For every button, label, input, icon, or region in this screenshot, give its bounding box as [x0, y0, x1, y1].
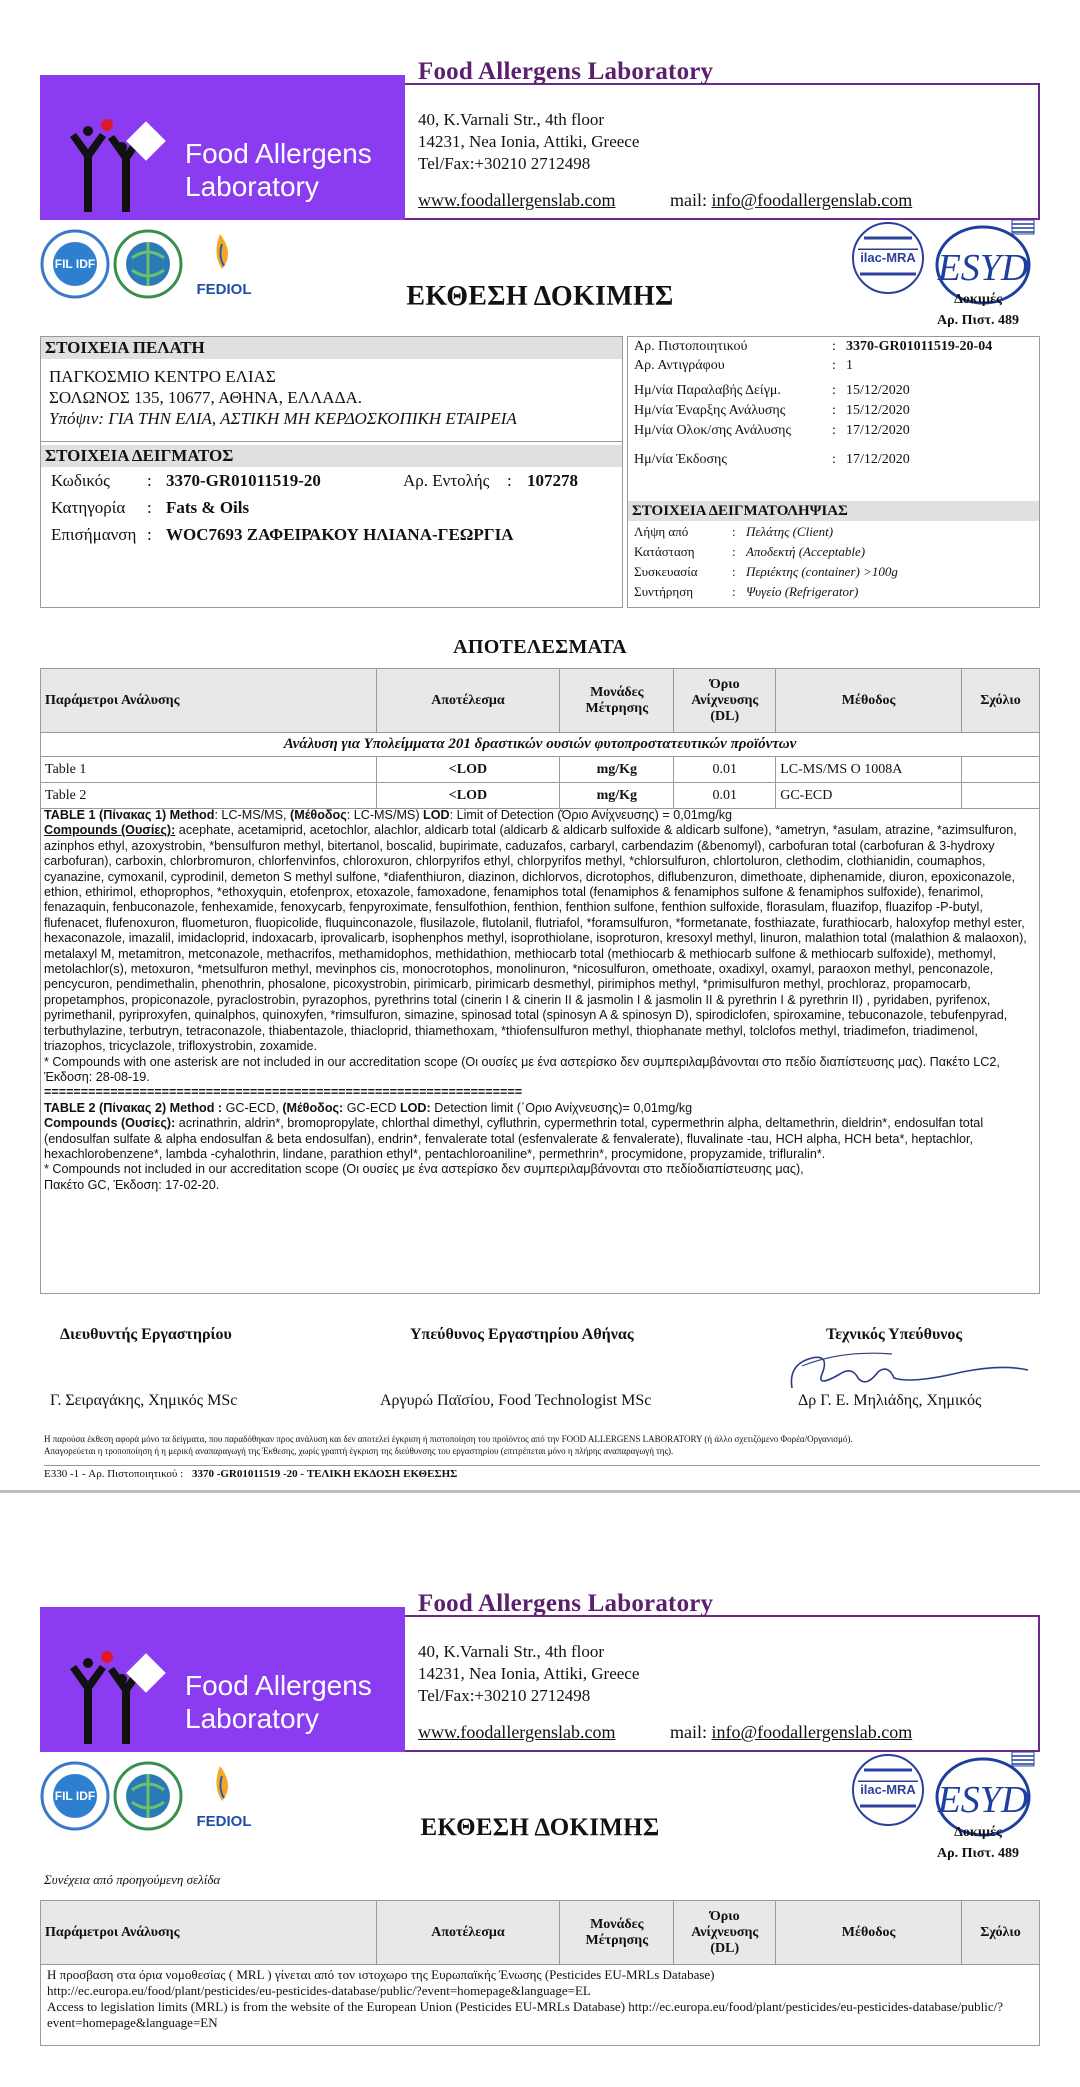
col-param: Παράμετροι Ανάλυσης	[41, 669, 377, 733]
mrl-link-el[interactable]: http://ec.europa.eu/food/plant/pesticides/eu-pesticides-database/public/?event=homepage&language=EL	[47, 1983, 591, 1998]
footer-left: E330 -1 - Αρ. Πιστοποιητικού :	[44, 1468, 184, 1480]
sampling-value-0: Πελάτης (Client)	[746, 524, 834, 539]
group-title: Ανάλυση για Υπολείμματα 201 δραστικών ουσιών φυτοπροστατευτικών προϊόντων	[41, 733, 1040, 757]
row-dl: 0.01	[674, 783, 776, 809]
client-attention: Υπόψιν: ΓΙΑ ΤΗΝ ΕΛΙΑ, ΑΣΤΙΚΗ ΜΗ ΚΕΡΔΟΣΚΟΠΙΚΗ ΕΤΑΙΡΕΙΑ	[49, 409, 517, 428]
cert-label-0: Αρ. Πιστοποιητικού	[634, 339, 748, 354]
table2-method: TABLE 2 (Πίνακας 2) Method : GC-ECD, (Μέθοδος: GC-ECD LOD: Detection limit (΄Οριο Ανίχνευσης)= 0,01mg/kg	[44, 1100, 693, 1115]
logo-line-2: Laboratory	[185, 171, 319, 202]
order-label: Αρ. Εντολής	[403, 471, 490, 490]
website-link[interactable]	[418, 1722, 615, 1743]
col-result: Αποτέλεσμα	[376, 669, 560, 733]
mail-link[interactable]: info@foodallergenslab.com	[711, 1722, 913, 1742]
page-separator	[0, 1490, 1080, 1528]
website-link[interactable]	[418, 190, 615, 211]
client-section-title: ΣΤΟΙΧΕΙΑ ΠΕΛΑΤΗ	[41, 337, 622, 359]
logo-wordmark	[185, 1669, 372, 1735]
page-footer	[44, 1465, 1040, 1480]
disclaimer-line-1: Η παρούσα έκθεση αφορά μόνο τα δείγματα, που παραδόθηκαν προς ανάλυση και δεν αποτελεί έγκριση ή πιστοποίηση του προϊόντος από την FOOD ALLERGENS LABORATORY (ή άλλο σχετιζόμενο Φορέα/Οργανισμό).	[44, 1434, 853, 1444]
row-param: Table 2	[41, 783, 377, 809]
svg-text:ilac-MRA: ilac-MRA	[860, 250, 916, 265]
director-title: Διευθυντής Εργαστηρίου	[60, 1326, 232, 1343]
table2-footnote: * Compounds not included in our accreditation scope (Οι ουσίες με ένα αστερίσκο δεν συμπεριλαμβάνονται στο πεδίοδιαπίστευσης μας),	[44, 1162, 804, 1177]
accreditation-label: Δοκιμές	[954, 292, 1002, 307]
col-comment: Σχόλιο	[962, 1901, 1040, 1965]
phone: Tel/Fax:+30210 2712498	[418, 1686, 591, 1705]
cert-value-5: 17/12/2020	[846, 452, 910, 467]
marking-value: WOC7693 ΖΑΦΕΙΡΑΚΟΥ ΗΛΙΑΝΑ-ΓΕΩΡΓΙΑ	[166, 525, 514, 544]
disclaimer	[44, 1433, 1044, 1457]
category-label: Κατηγορία	[51, 498, 126, 517]
lab-name: Food Allergens Laboratory	[418, 58, 714, 85]
athens-name: Αργυρώ Παϊσίου, Food Technologist MSc	[380, 1392, 652, 1409]
svg-text:ESYD: ESYD	[937, 247, 1029, 289]
sample-code-label: Κωδικός	[51, 471, 110, 490]
category-value: Fats & Oils	[166, 498, 250, 517]
sampling-label-2: Συσκευασία	[634, 564, 698, 579]
report-title: ΕΚΘΕΣΗ ΔΟΚΙΜΗΣ	[406, 281, 674, 312]
mail-label: mail:	[670, 190, 707, 210]
sampling-label-3: Συντήρηση	[634, 584, 693, 599]
col-dl: Όριο Ανίχνευσης (DL)	[674, 669, 776, 733]
cert-label-1: Αρ. Αντιγράφου	[634, 358, 725, 373]
address-line-2: 14231, Nea Ionia, Attiki, Greece	[418, 132, 640, 151]
mrl-line-1: Η προσβαση στα όρια νομοθεσίας ( MRL ) γίνεται από τον ιστοχωρο της Ευρωπαϊκής Ένωσης (Pesticides EU-MRLs Database)	[47, 1967, 715, 1982]
svg-text:FIL IDF: FIL IDF	[54, 257, 96, 271]
phone: Tel/Fax:+30210 2712498	[418, 154, 591, 173]
col-method: Μέθοδος	[776, 669, 962, 733]
marking-label: Επισήμανση	[51, 525, 137, 544]
website-text: www.foodallergenslab.com	[418, 1722, 616, 1742]
cert-value-4: 17/12/2020	[846, 423, 910, 438]
accreditation-number: Αρ. Πιστ. 489	[937, 1846, 1019, 1861]
cert-label-5: Ημ/νία Έκδοσης	[634, 452, 727, 467]
row-result: <LOD	[376, 757, 560, 783]
cert-label-3: Ημ/νία Έναρξης Ανάλυσης	[634, 403, 786, 418]
mail-label: mail:	[670, 1722, 707, 1742]
certificate-box: Αρ. Πιστοποιητικού : 3370-GR01011519-20-04 Αρ. Αντιγράφου : 1 Ημ/νία Παραλαβής Δείγμ. : 15/12/2020 Ημ/νία Έναρξης Ανάλυσης : 15/12/2020 Ημ/νία Ολοκ/σης Ανάλυσης : 17/12/2020 Ημ/νία Έκδοσης : 17/12/2020 ΣΤΟΙΧΕΙΑ ΔΕΙΓΜΑΤΟΛΗΨΙΑΣ Λήψη από : Πελάτης (Client) Κατάσταση : Αποδεκτή (Acceptable) Συσκευασία : Περιέκτης (container) >100g Συντήρηση : Ψυγείο (Refrigerator)	[627, 336, 1040, 608]
sampling-section-title: ΣΤΟΙΧΕΙΑ ΔΕΙΓΜΑΤΟΛΗΨΙΑΣ	[628, 501, 1039, 521]
col-units: Μονάδες Μέτρησης	[560, 1901, 674, 1965]
mrl-line-en[interactable]: Access to legislation limits (MRL) is from the website of the European Union (Pesticides EU-MRLs Database) http://ec.europa.eu/food/plant/pesticides/eu-pesticides-database/public/?event=homepage&language=EN	[47, 1999, 1003, 2030]
cert-value-0: 3370-GR01011519-20-04	[846, 339, 993, 354]
method-notes	[44, 808, 1038, 1193]
col-result: Αποτέλεσμα	[376, 1901, 560, 1965]
letterhead	[40, 1590, 1040, 1752]
order-number: 107278	[527, 471, 578, 490]
col-units: Μονάδες Μέτρησης	[560, 669, 674, 733]
svg-text:ESYD: ESYD	[937, 1779, 1029, 1821]
logo-line-1: Food Allergens	[185, 1670, 372, 1701]
sampling-value-3: Ψυγείο (Refrigerator)	[746, 584, 859, 599]
report-page-2	[0, 1528, 1080, 2087]
logo-line-2: Laboratory	[185, 1703, 319, 1734]
lab-logo-icon	[62, 1649, 172, 1749]
director-name: Γ. Σειραγάκης, Χημικός MSc	[50, 1392, 238, 1409]
cert-label-2: Ημ/νία Παραλαβής Δείγμ.	[634, 383, 781, 398]
athens-title: Υπεύθυνος Εργαστηρίου Αθήνας	[410, 1326, 634, 1343]
svg-text:FIL IDF: FIL IDF	[54, 1789, 96, 1803]
address-line-2: 14231, Nea Ionia, Attiki, Greece	[418, 1664, 640, 1683]
row-comment	[962, 783, 1040, 809]
separator: =================================================================	[44, 1085, 523, 1100]
logo-panel	[40, 1607, 405, 1752]
row-units: mg/Kg	[560, 757, 674, 783]
svg-text:ilac-MRA: ilac-MRA	[860, 1782, 916, 1797]
mrl-note	[41, 1965, 1040, 2046]
lab-name: Food Allergens Laboratory	[418, 1590, 714, 1617]
continued-note: Συνέχεια από προηγούμενη σελίδα	[44, 1872, 221, 1887]
sampling-value-2: Περιέκτης (container) >100g	[746, 564, 898, 579]
address-line-1: 40, K.Varnali Str., 4th floor	[418, 1642, 605, 1661]
accreditation-label: Δοκιμές	[954, 1825, 1002, 1840]
disclaimer-line-2: Απαγορεύεται η τροποποίηση ή η μερική αναπαραγωγή της Έκθεσης, χωρίς γραπτή έγκριση της διεύθυνσης του εργαστηρίου (επιτρέπεται μόνο η πλήρης αναπαραγωγή της).	[44, 1446, 674, 1456]
client-address: ΣΟΛΩΝΟΣ 135, 10677, ΑΘΗΝΑ, ΕΛΛΑΔΑ.	[49, 388, 363, 407]
row-method: LC-MS/MS O 1008A	[776, 757, 962, 783]
table2-compounds: Compounds (Ουσίες): acrinathrin, aldrin*, bromopropylate, chlorthal dimethyl, cyfluthrin, cypermethrin total, cypermethrin alpha, deltamethrin, dieldrin*, endosulfan total (endosulfan sulfate & alpha endosulfan & beta endosulfan), endrin*, fenvalerate total (esfenvalerate & fenvalerate), fluvalinate -tau, HCH alpha, HCH beta*, heptachlor, hexachlorobenzene*, lambda -cyhalothrin, lindane, parathion ethyl*, pentachloroaniline*, permethrin*, procymidone, propyzamide, trifluralin*.	[44, 1116, 984, 1161]
results-table-continued	[40, 1900, 1040, 2046]
report-title: ΕΚΘΕΣΗ ΔΟΚΙΜΗΣ	[420, 1814, 660, 1841]
client-sample-box: ΣΤΟΙΧΕΙΑ ΠΕΛΑΤΗ ΠΑΓΚΟΣΜΙΟ ΚΕΝΤΡΟ ΕΛΙΑΣ ΣΟΛΩΝΟΣ 135, 10677, ΑΘΗΝΑ, ΕΛΛΑΔΑ. Υπόψιν: ΓΙΑ ΤΗΝ ΕΛΙΑ, ΑΣΤΙΚΗ ΜΗ ΚΕΡΔΟΣΚΟΠΙΚΗ ΕΤΑΙΡΕΙΑ ΣΤΟΙΧΕΙΑ ΔΕΙΓΜΑΤΟΣ Κωδικός : 3370-GR01011519-20 Αρ. Εντολής : 107278 Κατηγορία : Fats & Oils Επισήμανση : WOC7693 ΖΑΦΕΙΡΑΚΟΥ ΗΛΙΑΝΑ-ΓΕΩΡΓΙΑ	[40, 336, 623, 608]
letterhead	[40, 58, 1040, 220]
cert-value-3: 15/12/2020	[846, 403, 910, 418]
svg-text:FEDIOL: FEDIOL	[196, 281, 252, 298]
table1-method: TABLE 1 (Πίνακας 1) Method: LC-MS/MS, (Μέθοδος: LC-MS/MS) LOD: Limit of Detection (Όριο Ανίχνευσης) = 0,01mg/kg	[44, 808, 733, 822]
sample-code: 3370-GR01011519-20	[166, 471, 321, 490]
results-table	[40, 668, 1040, 809]
table-row	[41, 757, 1040, 783]
footer-right: 3370 -GR01011519 -20 - ΤΕΛΙΚΗ ΕΚΔΟΣΗ ΕΚΘΕΣΗΣ	[191, 1468, 458, 1480]
address-line-1: 40, K.Varnali Str., 4th floor	[418, 110, 605, 129]
cert-label-4: Ημ/νία Ολοκ/σης Ανάλυσης	[634, 423, 792, 438]
row-param: Table 1	[41, 757, 377, 783]
cert-value-1: 1	[846, 358, 853, 373]
accreditation-number: Αρ. Πιστ. 489	[937, 313, 1019, 328]
results-title: ΑΠΟΤΕΛΕΣΜΑΤΑ	[453, 636, 627, 658]
sample-section-title: ΣΤΟΙΧΕΙΑ ΔΕΙΓΜΑΤΟΣ	[41, 445, 622, 467]
table-row	[41, 783, 1040, 809]
sampling-label-1: Κατάσταση	[634, 544, 695, 559]
logo-wordmark	[185, 137, 372, 203]
tech-name: Δρ Γ. Ε. Μηλιάδης, Χημικός	[798, 1392, 982, 1409]
row-method: GC-ECD	[776, 783, 962, 809]
col-param: Παράμετροι Ανάλυσης	[41, 1901, 377, 1965]
svg-text:FEDIOL: FEDIOL	[196, 1813, 252, 1830]
mail-line	[670, 190, 912, 211]
sampling-value-1: Αποδεκτή (Acceptable)	[746, 544, 866, 559]
mail-line	[670, 1722, 912, 1743]
table2-package: Πακέτο GC, Έκδοση: 17-02-20.	[44, 1177, 220, 1192]
table1-compounds: Compounds (Ουσίες): acephate, acetamiprid, acetochlor, alachlor, aldicarb total (aldicarb & aldicarb sulfoxide & aldicarb sulfone), *ametryn, *asulam, atrazine, *azimsulfuron, azinphos ethyl, azoxystrobin, *bensulfuron methyl, bitertanol, boscalid, bupirimate, caduzafos, carbaryl, carbendazim (&benomyl), carbofuran total (carbofuran & 3-hydroxy carbofuran), carboxin, chlorbromuron, chlorfenvinfos, chloroxuron, chlorpyrifos ethyl, chlorpyrifos methyl, *chlorsulfuron, chlortoluron, clethodim, clothianidin, coumaphos, cyanazine, cymoxanil, cyprodinil, demeton S methyl sulfone, *diafenthiuron, diazinon, dichlorvos, dicrotophos, diflubenzuron, dimethoate, diphenamide, diuron, epoxiconazole, ethion, ethirimol, ethoprophos, *ethoxyquin, etofenprox, etoxazole, famoxadone, fenamiphos total (fenamiphos & fenamiphos sulfone & fenamiphos sulfoxide), fenarimol, fenazaquin, fenbuconazole, fenhexamide, fenoxycarb, fenpyroximate, fensulfothion, fenthion, fenthion sulfone, fenthion sulfoxide, florasulam, fluazifop, fluazifop -P-butyl, flufenacet, flufenoxuron, fluometuron, fluopicolide, fluquinconazole, flusilazole, flutolanil, flutriafol, *foramsulfuron, *formetanate, fosthiazate, furathiocarb, haloxyfop methyl ester, hexaconazole, imazalil, imidacloprid, indoxacarb, iprovalicarb, isophenphos methyl, isoprothiolane, isoproturon, kresoxyl methyl, linuron, malathion total (malathion & malaoxon), metalaxyl M, metamitron, metconazole, methacrifos, methamidophos, methidathion, methiocarb total (methiocarb & methiocarb sulfone & methiocarb sulfoxide), methomyl, metolachlor(s), metoxuron, *metsulfuron methyl, mevinphos cis, monocrotophos, monolinuron, *nicosulfuron, omethoate, oxadixyl, oxamyl, paraoxon methyl, penconazole, pencycuron, pendimethalin, phenothrin, phosalone, picoxystrobin, pirimicarb, pirimicarb desmethyl, pirimiphos methyl, *primisulfuron methyl, prochloraz, propamocarb, propetamphos, propiconazole, pyraclostrobin, pyrazophos, pyrethrins total (cinerin I & cinerin II & jasmolin I & jasmolin II & pyrethrin I & pyrethrin II) , pyridaben, pyrifenox, pyrimethanil, pyriproxyfen, quinalphos, quinoxyfen, *rimsulfuron, simazine, spinosad total (spinosyn A & spinosyn D), spirodiclofen, spiroxamine, tebuconazole, tebufenpyrad, terbuthylazine, terbutryn, tetraconazole, thiabentazole, thiacloprid, thiamethoxam, *thiofensulfuron methyl, thiophanate methyl, tolclofos methyl, triadimefon, triadimenol, triazophos, tricyclazole, trifloxystrobin, zoxamide.	[44, 823, 1027, 1054]
row-units: mg/Kg	[560, 783, 674, 809]
client-name: ΠΑΓΚΟΣΜΙΟ ΚΕΝΤΡΟ ΕΛΙΑΣ	[49, 367, 276, 386]
col-comment: Σχόλιο	[962, 669, 1040, 733]
lab-logo-icon	[62, 117, 172, 217]
table1-footnote: * Compounds with one asterisk are not included in our accreditation scope (Οι ουσίες με ένα αστερίσκο δεν συμπεριλαμβάνονται στο πεδίο διαπίστευσης μας). Πακέτο LC2, Έκδοση: 28-08-19.	[44, 1054, 1000, 1084]
tech-title: Τεχνικός Υπεύθυνος	[826, 1326, 963, 1343]
logo-line-1: Food Allergens	[185, 138, 372, 169]
col-method: Μέθοδος	[776, 1901, 962, 1965]
row-dl: 0.01	[674, 757, 776, 783]
row-result: <LOD	[376, 783, 560, 809]
sampling-label-0: Λήψη από	[634, 524, 689, 539]
col-dl: Όριο Ανίχνευσης (DL)	[674, 1901, 776, 1965]
website-text: www.foodallergenslab.com	[418, 190, 616, 210]
mail-link[interactable]: info@foodallergenslab.com	[711, 190, 913, 210]
signature-icon	[782, 1344, 1032, 1396]
row-comment	[962, 757, 1040, 783]
logo-panel	[40, 75, 405, 220]
cert-value-2: 15/12/2020	[846, 383, 910, 398]
